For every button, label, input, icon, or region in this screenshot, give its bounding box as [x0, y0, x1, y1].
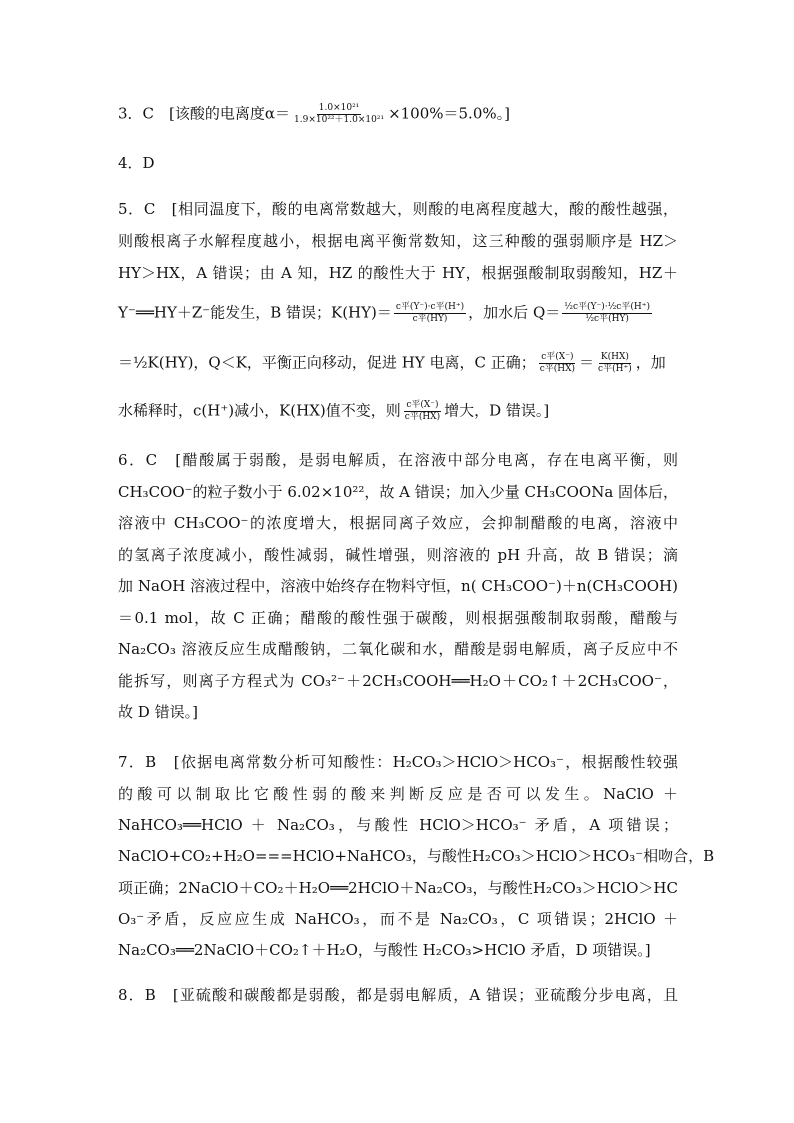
answer-6-line-5: 加 NaOH 溶液过程中，溶液中始终存在物料守恒，n( CH₃COO⁻)＋n(CH₃COOH): [118, 577, 678, 595]
answer-8-line-1: 8．B [亚硫酸和碳酸都是弱酸，都是弱电解质，A 错误；亚硫酸分步电离，且: [118, 986, 678, 1004]
answer-7-line-6: O₃⁻矛盾，反应应生成 NaHCO₃，而不是 Na₂CO₃，C 项错误；2HClO ＋: [118, 910, 678, 928]
fraction: $\frac{\text{1.0×10²¹}}{\text{1.9×10²²＋1.0×10²¹}}$: [294, 103, 385, 125]
answer-5-line-1: 5．C [相同温度下，酸的电离常数越大，则酸的电离程度越大，酸的酸性越强，: [118, 200, 678, 218]
fraction: $\frac{\text{½c平(Y⁻)·½c平(H⁺)}}{\text{½c平(HY)}}$: [564, 302, 650, 324]
answer-5-line-6: 水稀释时，c(H⁺)减小，K(HX)值不变，则 $\frac{\text{c平(X⁻)}}{\text{c平(HX)}}$ 增大，D 错误。]: [118, 400, 550, 422]
answer-6-line-1: 6．C [醋酸属于弱酸，是弱电解质，在溶液中部分电离，存在电离平衡，则: [118, 451, 678, 469]
answer-7-line-3: NaHCO₃══HClO ＋ Na₂CO₃，与酸性 HClO＞HCO₃⁻ 矛盾，A 项错误；: [118, 816, 678, 834]
answer-6-line-8: 能拆写，则离子方程式为 CO₃²⁻＋2CH₃COOH══H₂O＋CO₂↑＋2CH₃COO⁻，: [118, 672, 678, 690]
fraction: $\frac{\text{c平(X⁻)}}{\text{c平(HX)}}$: [539, 352, 576, 374]
answer-4: 4．D: [118, 154, 155, 172]
answer-7-line-2: 的酸可以制取比它酸性弱的酸来判断反应是否可以发生。NaClO ＋: [118, 785, 678, 803]
answer-5-line-4: Y⁻══HY＋Z⁻能发生，B 错误；K(HY)＝ $\frac{\text{c平(Y⁻)·c平(H⁺)}}{\text{c平(HY)}}$ ，加水后 Q＝ $\frac{\text{½c平(Y⁻)·½c平(H⁺)}}{\text{½c平(HY)}}$: [118, 302, 650, 324]
answer-3: 3．C [该酸的电离度α＝ $\frac{\text{1.0×10²¹}}{\text{1.9×10²²＋1.0×10²¹}}$ ×100%＝5.0%。]: [118, 103, 510, 125]
answer-7-line-1: 7．B [依据电离常数分析可知酸性：H₂CO₃＞HClO＞HCO₃⁻，根据酸性较强: [118, 753, 678, 771]
answer-7-line-5: 项正确；2NaClO＋CO₂＋H₂O══2HClO＋Na₂CO₃，与酸性H₂CO₃＞HClO＞HC: [118, 879, 678, 897]
answer-5-line-3: HY＞HX，A 错误；由 A 知，HZ 的酸性大于 HY，根据强酸制取弱酸知，HZ＋: [118, 264, 678, 282]
fraction: $\frac{\text{c平(Y⁻)·c平(H⁺)}}{\text{c平(HY)}}$: [395, 302, 465, 324]
answer-7-line-7: Na₂CO₃══2NaClO＋CO₂↑＋H₂O，与酸性 H₂CO₃>HClO 矛盾，D 项错误。]: [118, 941, 651, 959]
answer-6-line-9: 故 D 错误。]: [118, 703, 198, 721]
answer-5-line-2: 则酸根离子水解程度越小，根据电离平衡常数知，这三种酸的强弱顺序是 HZ＞: [118, 232, 678, 250]
answer-6-line-2: CH₃COO⁻的粒子数小于 6.02×10²²，故 A 错误；加入少量 CH₃COONa 固体后，: [118, 483, 679, 501]
fraction: $\frac{K(HX)}{\text{c平(H⁺)}}$: [598, 352, 632, 374]
fraction: $\frac{\text{c平(X⁻)}}{\text{c平(HX)}}$: [404, 400, 441, 422]
answer-5-line-5: ＝½K(HY)，Q＜K，平衡正向移动，促进 HY 电离，C 正确； $\frac{\text{c平(X⁻)}}{\text{c平(HX)}}$ ＝ $\frac{K(HX)}{\text{c平(H⁺)}}$ ，加: [118, 352, 666, 374]
answer-6-line-3: 溶液中 CH₃COO⁻的浓度增大，根据同离子效应，会抑制醋酸的电离，溶液中: [118, 514, 678, 532]
answer-6-line-6: ＝0.1 mol，故 C 正确；醋酸的酸性强于碳酸，则根据强酸制取弱酸，醋酸与: [118, 609, 678, 627]
answer-6-line-4: 的氢离子浓度减小，酸性减弱，碱性增强，则溶液的 pH 升高，故 B 错误；滴: [118, 546, 678, 564]
answer-7-line-4: NaClO+CO₂+H₂O===HClO+NaHCO₃，与酸性H₂CO₃＞HClO＞HCO₃⁻相吻合，B: [118, 847, 715, 865]
answer-6-line-7: Na₂CO₃ 溶液反应生成醋酸钠，二氧化碳和水，醋酸是弱电解质，离子反应中不: [118, 640, 678, 658]
